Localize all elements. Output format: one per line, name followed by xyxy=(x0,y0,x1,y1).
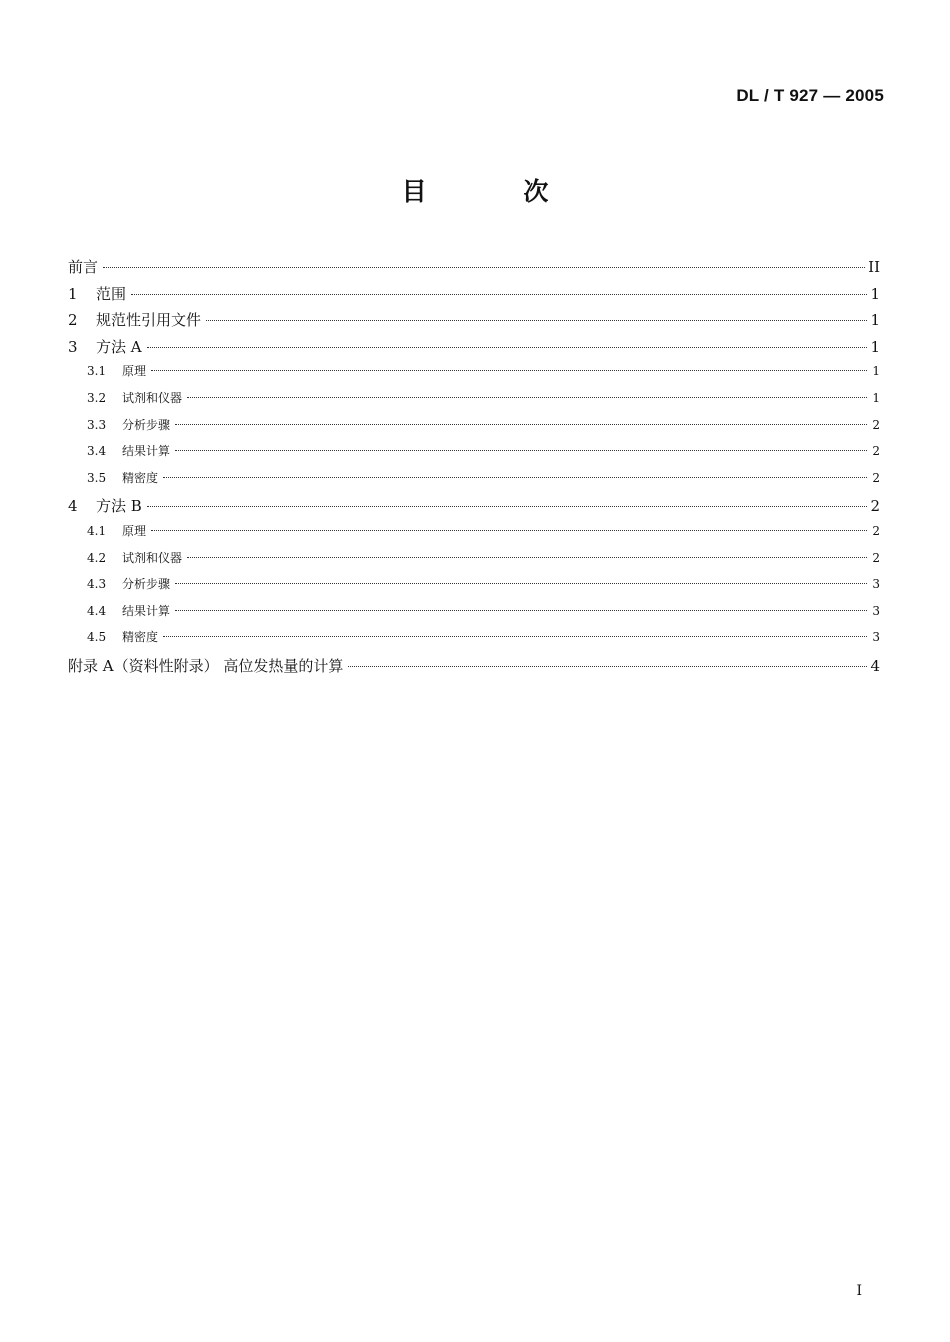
toc-entry-page: 3 xyxy=(872,603,880,618)
toc-entry-number: 4.1 xyxy=(87,523,107,538)
toc-entry-label: 试剂和仪器 xyxy=(122,390,183,405)
toc-entry-page: 3 xyxy=(872,577,880,592)
toc-subentry[interactable] xyxy=(68,575,880,602)
toc-entry-page: 3 xyxy=(872,630,880,645)
toc-entry-label: 附录 A（资料性附录） 高位发热量的计算 xyxy=(68,656,344,675)
toc-entry-page: II xyxy=(868,258,880,276)
toc-entry[interactable] xyxy=(68,655,880,682)
toc-leader-dots xyxy=(163,636,867,637)
toc-entry-number: 3.5 xyxy=(87,470,107,485)
toc-leader-dots xyxy=(187,557,867,558)
toc-subentry[interactable] xyxy=(68,602,880,629)
toc-entry-label: 前言 xyxy=(68,258,99,276)
toc-subentry[interactable] xyxy=(68,442,880,469)
toc-entry-page: 4 xyxy=(870,656,880,675)
toc-subentry[interactable] xyxy=(68,628,880,655)
toc-entry-label: 方法 A xyxy=(96,337,142,356)
toc-leader-dots xyxy=(131,294,867,295)
toc-entry-label: 分析步骤 xyxy=(122,577,171,592)
toc-entry-number: 3.4 xyxy=(87,444,107,459)
toc-subentry[interactable] xyxy=(68,362,880,389)
toc-entry-label: 试剂和仪器 xyxy=(122,550,183,565)
toc-entry-number: 4.5 xyxy=(87,630,107,645)
page-title: 目 次 xyxy=(401,177,593,206)
toc-entry-number: 4.2 xyxy=(87,550,107,565)
toc-entry-number: 1 xyxy=(68,284,78,303)
toc-entry-label: 精密度 xyxy=(122,470,159,485)
toc-entry-page: 1 xyxy=(872,390,880,405)
toc-entry-page: 1 xyxy=(870,311,880,330)
toc-entry-page: 2 xyxy=(872,417,880,432)
toc-entry-page: 2 xyxy=(872,444,880,459)
toc-leader-dots xyxy=(348,666,867,667)
toc-leader-dots xyxy=(175,450,867,451)
toc-entry[interactable] xyxy=(68,256,880,283)
toc-subentry[interactable] xyxy=(68,522,880,549)
toc-entry-number: 3.2 xyxy=(87,390,107,405)
toc-entry-page: 1 xyxy=(870,337,880,356)
toc-subentry[interactable] xyxy=(68,549,880,576)
toc-leader-dots xyxy=(206,320,867,321)
toc-entry[interactable] xyxy=(68,336,880,363)
toc-subentry[interactable] xyxy=(68,389,880,416)
toc-entry[interactable] xyxy=(68,309,880,336)
toc-leader-dots xyxy=(175,610,867,611)
toc-entry[interactable] xyxy=(68,283,880,310)
toc-entry-label: 原理 xyxy=(122,523,147,538)
toc-entry-label: 结果计算 xyxy=(122,603,171,618)
toc-leader-dots xyxy=(163,477,867,478)
toc-entry-page: 1 xyxy=(872,364,880,379)
toc-entry-label: 结果计算 xyxy=(122,444,171,459)
toc-entry-label: 方法 B xyxy=(96,497,142,516)
toc-leader-dots xyxy=(151,530,867,531)
toc-entry-label: 精密度 xyxy=(122,630,159,645)
document-code: DL / T 927 — 2005 xyxy=(736,86,884,105)
toc-entry-page: 2 xyxy=(872,470,880,485)
toc-entry-number: 2 xyxy=(68,311,78,330)
toc-subentry[interactable] xyxy=(68,416,880,443)
toc-leader-dots xyxy=(147,347,867,348)
toc-entry-label: 范围 xyxy=(96,284,127,303)
toc-entry[interactable] xyxy=(68,495,880,522)
table-of-contents xyxy=(68,256,880,682)
toc-entry-page: 2 xyxy=(870,497,880,516)
toc-entry-page: 1 xyxy=(870,284,880,303)
toc-leader-dots xyxy=(103,267,865,268)
toc-entry-number: 4 xyxy=(68,497,78,516)
toc-subentry[interactable] xyxy=(68,469,880,496)
toc-entry-number: 3 xyxy=(68,337,78,356)
toc-leader-dots xyxy=(175,424,867,425)
toc-entry-number: 4.3 xyxy=(87,577,107,592)
toc-entry-label: 规范性引用文件 xyxy=(96,311,202,330)
toc-entry-page: 2 xyxy=(872,523,880,538)
toc-entry-page: 2 xyxy=(872,550,880,565)
toc-leader-dots xyxy=(151,370,867,371)
toc-entry-number: 3.3 xyxy=(87,417,107,432)
toc-leader-dots xyxy=(147,506,867,507)
toc-entry-label: 原理 xyxy=(122,364,147,379)
page-number: I xyxy=(856,1283,862,1299)
toc-entry-number: 4.4 xyxy=(87,603,107,618)
toc-leader-dots xyxy=(175,583,867,584)
toc-entry-label: 分析步骤 xyxy=(122,417,171,432)
toc-leader-dots xyxy=(187,397,867,398)
toc-entry-number: 3.1 xyxy=(87,364,107,379)
